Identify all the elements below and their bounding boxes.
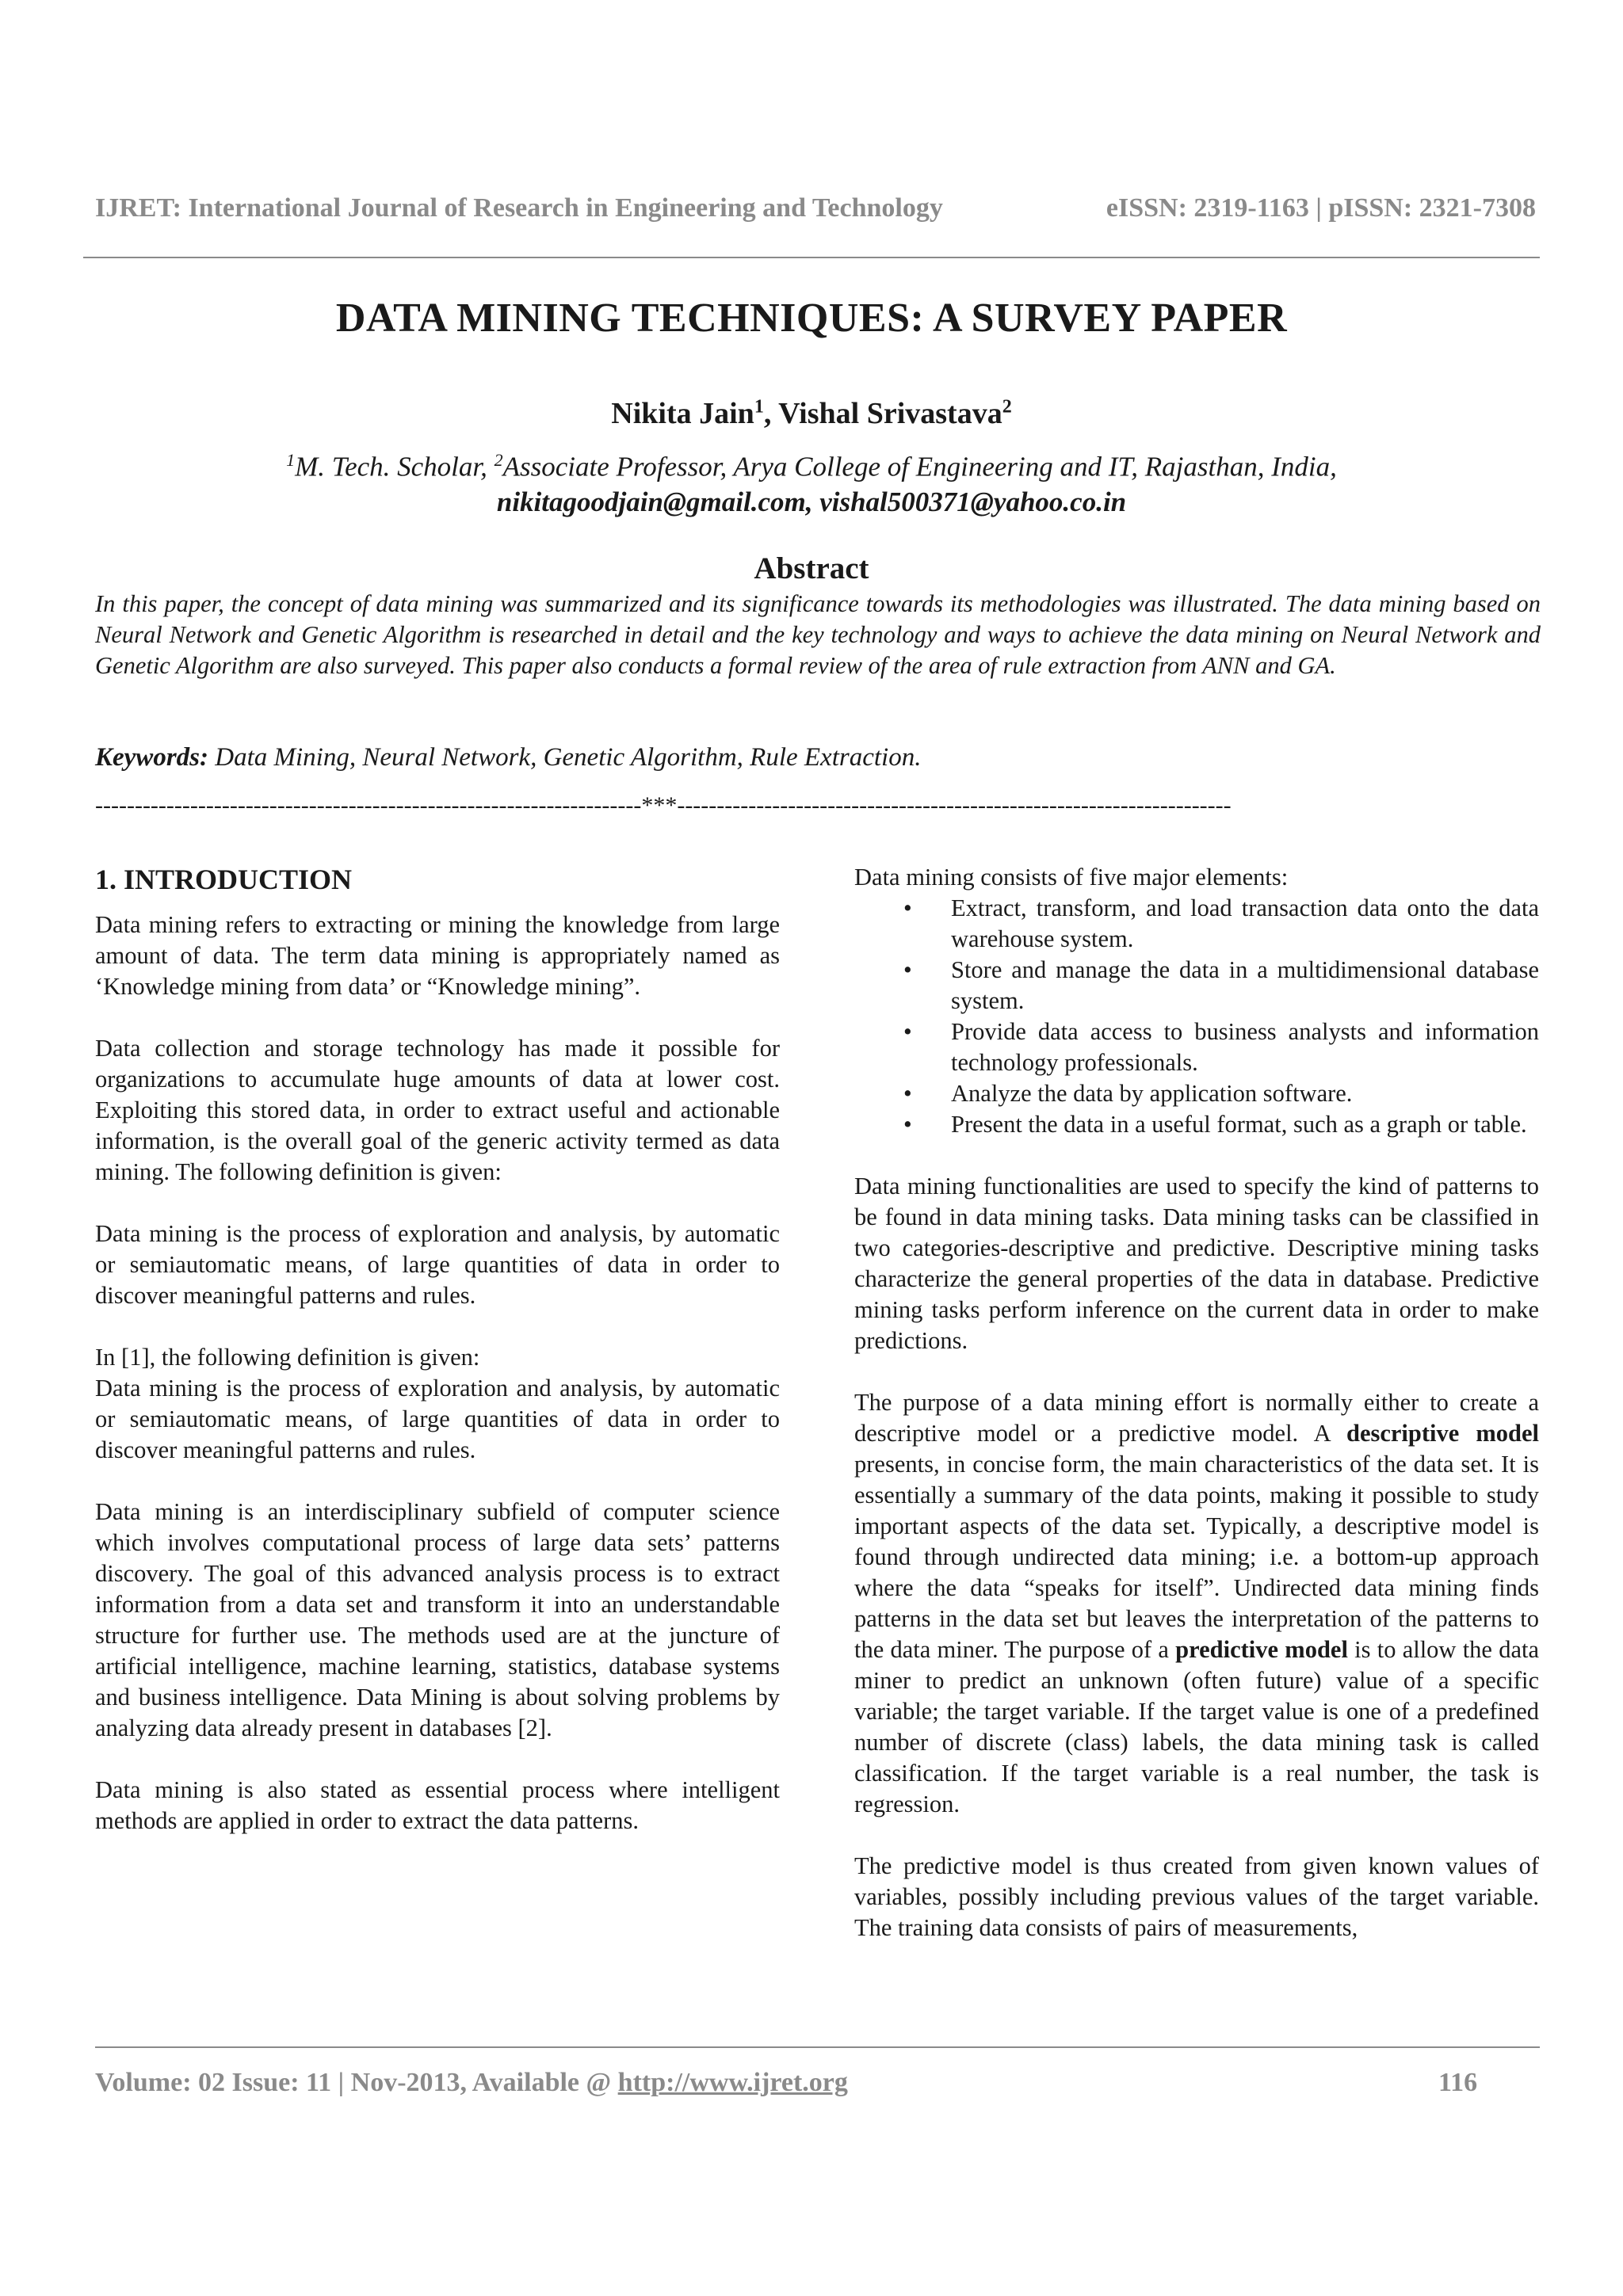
paper-title: DATA MINING TECHNIQUES: A SURVEY PAPER [335, 296, 1288, 341]
author-separator: , [763, 397, 779, 430]
text-run: presents, in concise form, the main characteristics of the data set. It is essentially a summary of the data points, making it possible to study important aspects of the data set. Typically, a descriptive model is found through undirected data mining; i.e. a bottom-up approach where the data “speaks for itself”. Undirected data mining finds patterns in the data set but leaves the interpretation of the patterns to the data miner. The purpose of a [854, 1451, 1539, 1663]
keywords-label: Keywords [95, 743, 200, 772]
paragraph: Data mining is the process of exploration and analysis, by automatic or semiautomatic means, of large quantities of data in order to discover meaningful patterns and rules. [95, 1220, 780, 1309]
issn-info: eISSN: 2319-1163 | pISSN: 2321-7308 [1106, 193, 1536, 223]
running-header [95, 193, 1536, 223]
journal-link[interactable]: http://www.ijret.org [617, 2068, 848, 2097]
author-name: Vishal Srivastava [778, 397, 1002, 430]
author-affil-mark: 1 [754, 396, 764, 418]
footer-text: Volume: 02 Issue: 11 | Nov-2013, Available @ [95, 2068, 618, 2097]
paragraph: Data mining refers to extracting or mining the knowledge from large amount of data. The term data mining is appropriately named as ‘Knowledge mining from data’ or “Knowledge mining”. [95, 911, 780, 1000]
author-line [0, 396, 1623, 431]
list-item: • Analyze the data by application software. [951, 1078, 1539, 1109]
paragraph: Data mining is the process of exploration and analysis, by automatic or semiautomatic means, of large quantities of data in order to discover meaningful patterns and rules. [95, 1375, 780, 1463]
paragraph: Data mining is an interdisciplinary subfield of computer science which involves computational process of large data sets’ patterns discovery. The goal of this advanced analysis process is to extract information from a data set and transform it into an understandable structure for further use. The methods used are at the juncture of artificial intelligence, machine learning, statistics, database systems and business intelligence. Data Mining is about solving problems by analyzing data already present in databases [2]. [95, 1498, 780, 1741]
running-footer [95, 2068, 1490, 2098]
elements-list [854, 893, 1539, 1140]
section-heading: 1. INTRODUCTION [95, 864, 353, 895]
list-intro: Data mining consists of five major elements: [854, 864, 1289, 891]
text-run: The purpose of a data mining effort is normally either to create a descriptive model or a predictive model. A [854, 1389, 1539, 1447]
keywords-colon: : [200, 743, 216, 772]
page-number: 116 [1438, 2068, 1478, 2097]
left-column [95, 862, 780, 1867]
footer-rule [95, 2046, 1540, 2048]
abstract-text: In this paper, the concept of data mining was summarized and its significance towards its methodologies was illustrated. The data mining based on Neural Network and Genetic Algorithm is researched in detail and the key technology and ways to achieve the data mining on Neural Network and Genetic Algorithm are also surveyed. This paper also conducts a formal review of the area of rule extraction from ANN and GA. [95, 590, 1541, 679]
affil-mark: 2 [494, 450, 503, 470]
bold-term: descriptive model [1346, 1420, 1539, 1447]
author-emails: nikitagoodjain@gmail.com, vishal500371@yahoo.co.in [496, 486, 1127, 517]
list-item: • Present the data in a useful format, such as a graph or table. [951, 1109, 1539, 1140]
affiliation-line [0, 450, 1623, 483]
list-item: • Store and manage the data in a multidimensional database system. [951, 955, 1539, 1016]
paragraph: Data mining functionalities are used to specify the kind of patterns to be found in data mining tasks. Data mining tasks can be classified in two categories-descriptive and predictive. Descriptive mining tasks characterize the general properties of the data in database. Predictive mining tasks perform inference on the current data in order to make predictions. [854, 1173, 1539, 1354]
list-item: • Extract, transform, and load transaction data onto the data warehouse system. [951, 893, 1539, 955]
text-run: is to allow the data miner to predict an unknown (often future) value of a specific variable; the target variable. If the target value is one of a predefined number of discrete (class) labels, the data mining task is called classification. If the target variable is a real number, the task is regression. [854, 1636, 1539, 1817]
affil-text: M. Tech. Scholar, [295, 451, 495, 482]
header-rule [83, 257, 1540, 258]
bold-term: predictive model [1175, 1636, 1348, 1663]
keywords-text: Data Mining, Neural Network, Genetic Algorithm, Rule Extraction. [215, 743, 922, 772]
paragraph: In [1], the following definition is given: [95, 1344, 480, 1371]
paragraph: Data collection and storage technology has made it possible for organizations to accumulate huge amounts of data at lower cost. Exploiting this stored data, in order to extract useful and actionable information, is the overall goal of the generic activity termed as data mining. The following definition is given: [95, 1035, 780, 1185]
affil-text: Associate Professor, Arya College of Engineering and IT, Rajasthan, India, [502, 451, 1337, 482]
list-item: • Provide data access to business analysts and information technology professionals. [951, 1016, 1539, 1078]
journal-name: IJRET: International Journal of Research in Engineering and Technology [95, 193, 943, 223]
author-affil-mark: 2 [1002, 396, 1012, 418]
author-name: Nikita Jain [611, 397, 754, 430]
keywords-line [95, 743, 1541, 772]
paragraph: The predictive model is thus created from given known values of variables, possibly including previous values of the target variable. The training data consists of pairs of measurements, [854, 1852, 1539, 1941]
right-column [854, 862, 1539, 1943]
section-separator: ---------------------------------------------------------------------***---------------------------------------------------------------------- [95, 792, 1232, 818]
paragraph: Data mining is also stated as essential process where intelligent methods are applied in order to extract the data patterns. [95, 1776, 780, 1834]
paragraph [854, 1387, 1539, 1820]
abstract-heading: Abstract [754, 551, 869, 585]
affil-mark: 1 [286, 450, 296, 470]
